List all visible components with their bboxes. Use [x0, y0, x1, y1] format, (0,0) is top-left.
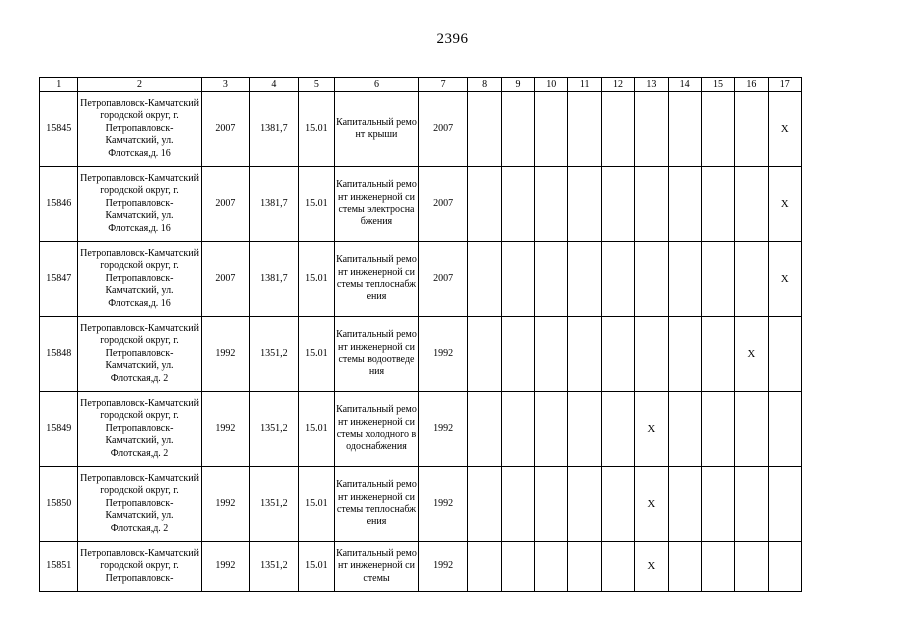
mark-cell [535, 92, 568, 167]
table-cell: 15845 [40, 92, 78, 167]
column-header-1: 1 [40, 78, 78, 92]
table-cell: 1992 [201, 467, 250, 542]
mark-cell [468, 167, 501, 242]
mark-cell [501, 317, 534, 392]
mark-cell: X [635, 542, 668, 592]
mark-cell [668, 92, 701, 167]
table-cell: 1992 [201, 392, 250, 467]
column-header-7: 7 [418, 78, 468, 92]
table-cell: 1992 [418, 467, 468, 542]
table-cell: 15.01 [298, 542, 334, 592]
mark-cell [535, 242, 568, 317]
mark-cell: X [768, 167, 801, 242]
table-cell: 2007 [418, 242, 468, 317]
table-cell: Капитальный ремонт крыши [335, 92, 419, 167]
mark-cell [568, 542, 601, 592]
mark-cell [768, 542, 801, 592]
column-header-14: 14 [668, 78, 701, 92]
table-cell: 1351,2 [250, 317, 299, 392]
mark-cell [501, 542, 534, 592]
column-header-4: 4 [250, 78, 299, 92]
mark-cell [468, 392, 501, 467]
mark-cell [468, 542, 501, 592]
mark-cell: X [768, 92, 801, 167]
mark-cell [701, 317, 734, 392]
table-cell: 1992 [201, 542, 250, 592]
table-row [40, 167, 802, 242]
mark-cell [568, 92, 601, 167]
column-header-8: 8 [468, 78, 501, 92]
table-cell: Капитальный ремонт инженерной системы электроснабжения [335, 167, 419, 242]
table-cell: 15.01 [298, 92, 334, 167]
mark-cell [535, 467, 568, 542]
table-cell: 1351,2 [250, 542, 299, 592]
table-cell: 15848 [40, 317, 78, 392]
table-cell: Петропавловск-Камчатский городской округ, г. Петропавловск-Камчатский, ул. Флотская,д. 2 [78, 467, 201, 542]
mark-cell [635, 242, 668, 317]
table-row [40, 92, 802, 167]
mark-cell [701, 467, 734, 542]
table-cell: Капитальный ремонт инженерной системы [335, 542, 419, 592]
mark-cell [701, 167, 734, 242]
mark-cell [601, 317, 634, 392]
mark-cell [735, 167, 768, 242]
mark-cell [568, 242, 601, 317]
header-row [40, 78, 802, 92]
table-row [40, 467, 802, 542]
table-cell: 1351,2 [250, 467, 299, 542]
mark-cell [501, 392, 534, 467]
column-header-17: 17 [768, 78, 801, 92]
mark-cell [601, 542, 634, 592]
mark-cell [601, 467, 634, 542]
mark-cell [568, 317, 601, 392]
mark-cell [735, 242, 768, 317]
table-cell: 1381,7 [250, 92, 299, 167]
mark-cell [568, 392, 601, 467]
table-cell: 15847 [40, 242, 78, 317]
table-cell: Капитальный ремонт инженерной системы теплоснабжения [335, 242, 419, 317]
table-cell: 2007 [418, 92, 468, 167]
mark-cell [468, 92, 501, 167]
mark-cell [668, 317, 701, 392]
mark-cell [668, 542, 701, 592]
column-header-11: 11 [568, 78, 601, 92]
mark-cell: X [768, 242, 801, 317]
mark-cell [735, 92, 768, 167]
mark-cell [701, 392, 734, 467]
table-row [40, 542, 802, 592]
mark-cell [735, 542, 768, 592]
mark-cell: X [635, 467, 668, 542]
table-cell: 2007 [418, 167, 468, 242]
table-row [40, 242, 802, 317]
mark-cell [701, 92, 734, 167]
mark-cell [468, 467, 501, 542]
column-header-16: 16 [735, 78, 768, 92]
table-cell: Капитальный ремонт инженерной системы холодного водоснабжения [335, 392, 419, 467]
page-number: 2396 [436, 31, 469, 47]
column-header-2: 2 [78, 78, 201, 92]
mark-cell [601, 92, 634, 167]
table-cell: Капитальный ремонт инженерной системы водоотведения [335, 317, 419, 392]
mark-cell [468, 317, 501, 392]
table-cell: Петропавловск-Камчатский городской округ, г. Петропавловск-Камчатский, ул. Флотская,д. 16 [78, 242, 201, 317]
column-header-12: 12 [601, 78, 634, 92]
table-cell: 2007 [201, 92, 250, 167]
mark-cell: X [635, 392, 668, 467]
table-cell: Петропавловск-Камчатский городской округ, г. Петропавловск-Камчатский, ул. Флотская,д. 2 [78, 392, 201, 467]
table-cell: Петропавловск-Камчатский городской округ, г. Петропавловск- [78, 542, 201, 592]
column-header-3: 3 [201, 78, 250, 92]
table-body [40, 92, 802, 592]
mark-cell [568, 167, 601, 242]
column-header-15: 15 [701, 78, 734, 92]
mark-cell [535, 542, 568, 592]
column-header-10: 10 [535, 78, 568, 92]
mark-cell: X [735, 317, 768, 392]
table-cell: 2007 [201, 167, 250, 242]
column-header-5: 5 [298, 78, 334, 92]
mark-cell [501, 92, 534, 167]
table-cell: 15849 [40, 392, 78, 467]
table-cell: 15.01 [298, 467, 334, 542]
table-cell: 15.01 [298, 167, 334, 242]
table-cell: Петропавловск-Камчатский городской округ, г. Петропавловск-Камчатский, ул. Флотская,д. 2 [78, 317, 201, 392]
mark-cell [501, 467, 534, 542]
mark-cell [635, 317, 668, 392]
mark-cell [601, 392, 634, 467]
table-cell: 15.01 [298, 392, 334, 467]
mark-cell [635, 92, 668, 167]
mark-cell [668, 242, 701, 317]
mark-cell [768, 317, 801, 392]
mark-cell [701, 242, 734, 317]
table-cell: 15850 [40, 467, 78, 542]
table-cell: Петропавловск-Камчатский городской округ, г. Петропавловск-Камчатский, ул. Флотская,д. 16 [78, 92, 201, 167]
mark-cell [501, 242, 534, 317]
mark-cell [768, 467, 801, 542]
mark-cell [668, 167, 701, 242]
table-cell: 15851 [40, 542, 78, 592]
mark-cell [535, 317, 568, 392]
table-cell: 2007 [201, 242, 250, 317]
table-row [40, 392, 802, 467]
mark-cell [601, 167, 634, 242]
mark-cell [468, 242, 501, 317]
table-cell: 1351,2 [250, 392, 299, 467]
table-cell: 1992 [418, 317, 468, 392]
table-cell: 1381,7 [250, 167, 299, 242]
table-cell: 1381,7 [250, 242, 299, 317]
table-cell: 15.01 [298, 317, 334, 392]
table-cell: 1992 [418, 542, 468, 592]
column-header-6: 6 [335, 78, 419, 92]
table-cell: Петропавловск-Камчатский городской округ, г. Петропавловск-Камчатский, ул. Флотская,д. 16 [78, 167, 201, 242]
registry-table [39, 77, 802, 592]
table-row [40, 317, 802, 392]
mark-cell [568, 467, 601, 542]
mark-cell [735, 392, 768, 467]
table-cell: Капитальный ремонт инженерной системы теплоснабжения [335, 467, 419, 542]
column-header-13: 13 [635, 78, 668, 92]
mark-cell [668, 467, 701, 542]
table-cell: 15.01 [298, 242, 334, 317]
mark-cell [635, 167, 668, 242]
mark-cell [668, 392, 701, 467]
mark-cell [601, 242, 634, 317]
table-cell: 1992 [418, 392, 468, 467]
column-header-9: 9 [501, 78, 534, 92]
mark-cell [501, 167, 534, 242]
mark-cell [768, 392, 801, 467]
mark-cell [535, 167, 568, 242]
table-cell: 15846 [40, 167, 78, 242]
mark-cell [735, 467, 768, 542]
table-cell: 1992 [201, 317, 250, 392]
mark-cell [701, 542, 734, 592]
mark-cell [535, 392, 568, 467]
